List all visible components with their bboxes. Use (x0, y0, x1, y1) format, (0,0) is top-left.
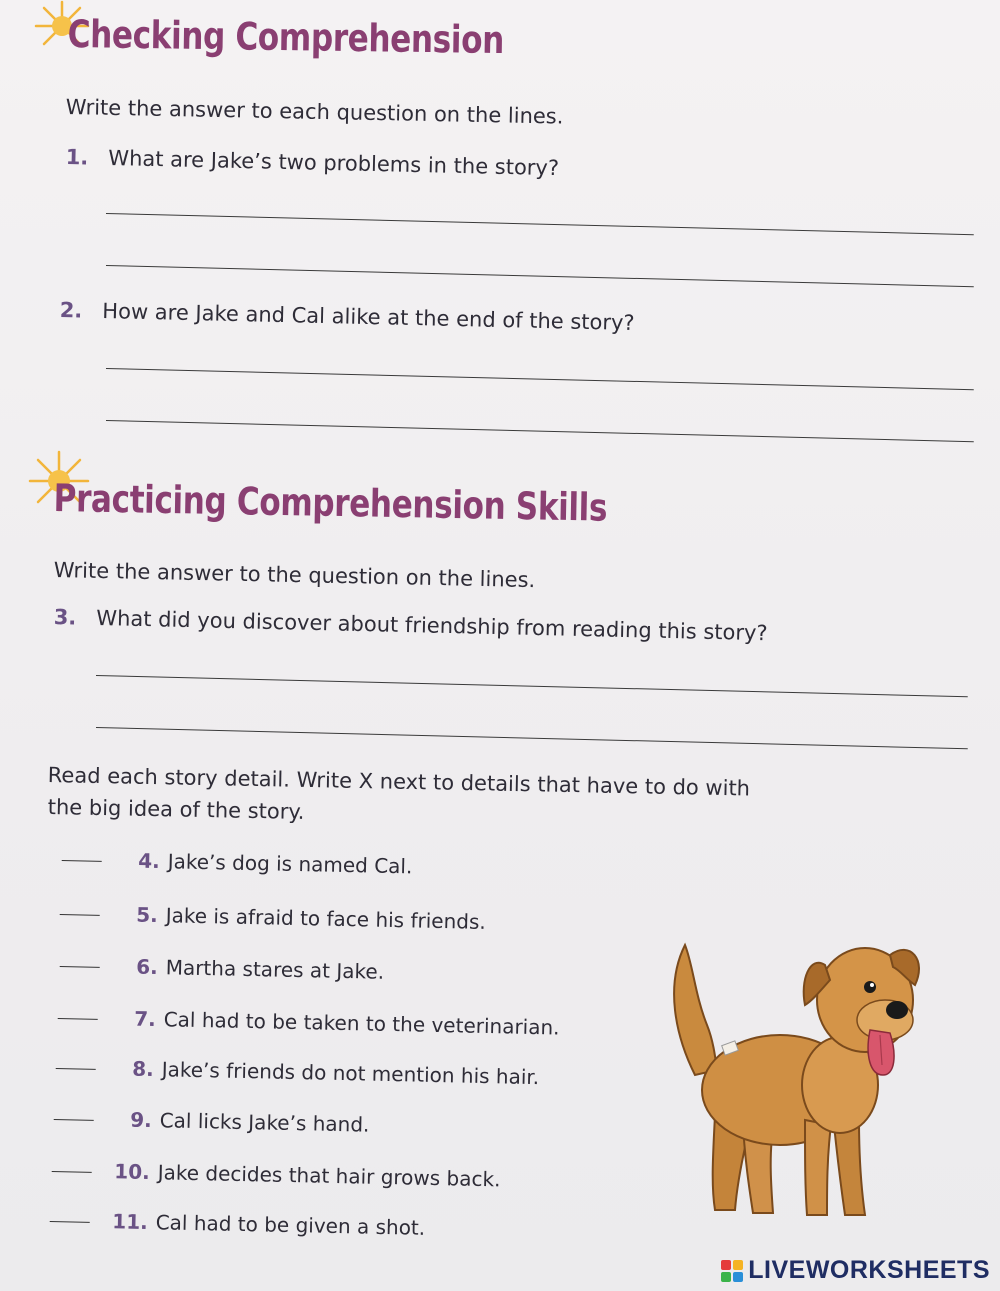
list-item (55, 1055, 539, 1089)
question-3 (53, 605, 767, 645)
answer-blank[interactable] (50, 1221, 90, 1223)
answer-line[interactable] (106, 265, 974, 287)
list-item (53, 1106, 369, 1137)
item-text: Cal had to be given a shot. (155, 1210, 426, 1240)
logo-icon (721, 1260, 743, 1282)
item-text: Jake decides that hair grows back. (157, 1160, 501, 1192)
answer-blank[interactable] (56, 1068, 96, 1070)
list-item (49, 1208, 425, 1240)
answer-line[interactable] (96, 727, 968, 749)
list-item (59, 901, 485, 934)
item-text: Martha stares at Jake. (165, 955, 385, 984)
item-number: 8. (131, 1056, 154, 1082)
answer-blank[interactable] (52, 1171, 92, 1173)
item-number: 11. (112, 1209, 148, 1235)
answer-blank[interactable] (60, 914, 100, 916)
dog-illustration (665, 925, 925, 1225)
list-item (59, 953, 384, 984)
item-number: 5. (135, 902, 158, 928)
answer-line[interactable] (106, 420, 974, 442)
item-text: Cal had to be taken to the veterinarian. (163, 1007, 560, 1040)
item-text: Jake is afraid to face his friends. (165, 903, 486, 934)
liveworksheets-logo (721, 1256, 990, 1285)
list-item (61, 847, 412, 878)
question-text: What did you discover about friendship from reading this story? (96, 605, 768, 646)
list-item (57, 1005, 559, 1040)
item-text: Jake’s dog is named Cal. (167, 849, 413, 879)
question-text: How are Jake and Cal alike at the end of the story? (102, 298, 635, 336)
answer-blank[interactable] (60, 966, 100, 968)
item-text: Cal licks Jake’s hand. (159, 1108, 370, 1137)
instruction-text: the big idea of the story. (47, 795, 305, 824)
section-title: Checking Comprehension (67, 12, 505, 63)
question-number: 1. (65, 145, 89, 170)
answer-blank[interactable] (58, 1018, 98, 1020)
answer-line[interactable] (106, 213, 974, 235)
instruction-text: Write the answer to each question on the lines. (65, 95, 564, 129)
answer-line[interactable] (106, 368, 974, 390)
section-title: Practicing Comprehension Skills (53, 476, 608, 530)
item-number: 7. (133, 1006, 156, 1032)
question-2 (59, 298, 634, 335)
item-number: 6. (135, 954, 158, 980)
answer-line[interactable] (96, 675, 968, 697)
question-text: What are Jake’s two problems in the story? (108, 145, 560, 181)
list-item (51, 1158, 500, 1191)
item-number: 9. (129, 1107, 152, 1133)
question-number: 2. (59, 298, 83, 323)
instruction-text: Write the answer to the question on the lines. (53, 558, 536, 593)
item-number: 10. (114, 1159, 150, 1185)
answer-blank[interactable] (62, 860, 102, 862)
instruction-text: Read each story detail. Write X next to details that have to do with (47, 763, 751, 801)
logo-text: LIVEWORKSHEETS (748, 1256, 990, 1284)
item-number: 4. (137, 848, 160, 874)
item-text: Jake’s friends do not mention his hair. (161, 1057, 540, 1090)
question-1 (65, 145, 559, 180)
answer-blank[interactable] (54, 1119, 94, 1121)
question-number: 3. (53, 605, 77, 630)
